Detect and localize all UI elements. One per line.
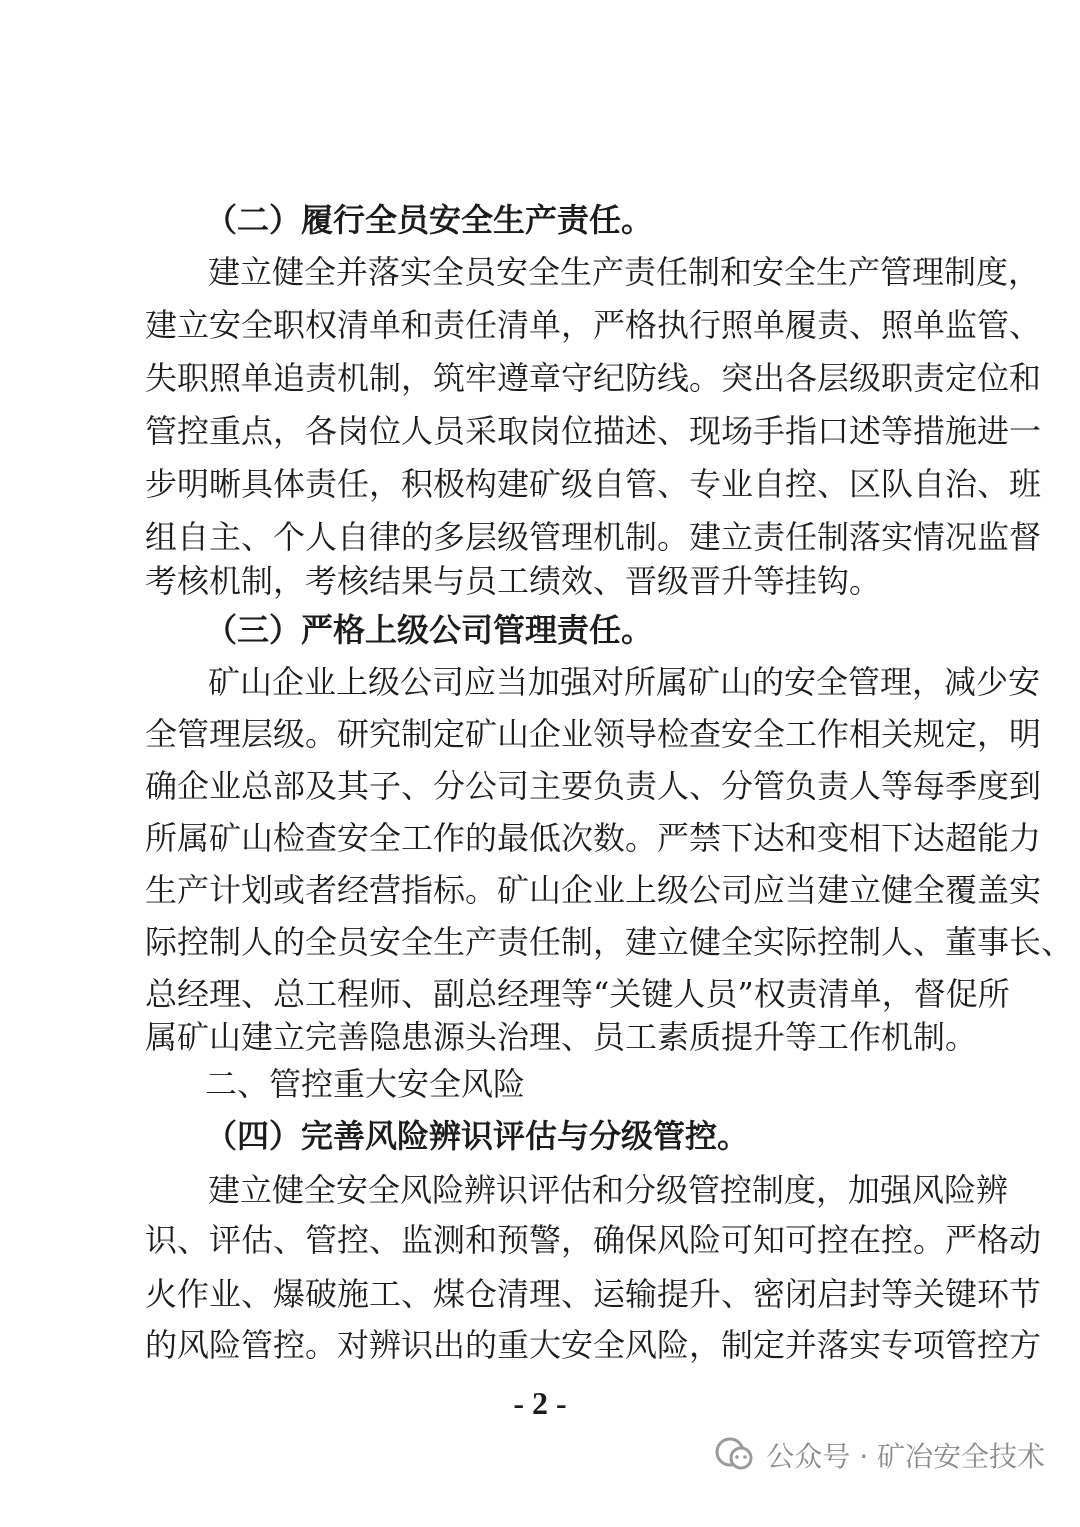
- section-heading-2: （二）履行全员安全生产责任。: [205, 201, 654, 239]
- paragraph-line: 步明晰具体责任，积极构建矿级自管、专业自控、区队自治、班: [145, 465, 1042, 503]
- paragraph-line: 建立健全并落实全员安全生产责任制和安全生产管理制度，: [208, 253, 1041, 291]
- paragraph-line: 建立健全安全风险辨识评估和分级管控制度，加强风险辨: [208, 1171, 1009, 1209]
- paragraph-line: 际控制人的全员安全生产责任制，建立健全实际控制人、董事长、: [145, 923, 1074, 961]
- paragraph-line: 确企业总部及其子、分公司主要负责人、分管负责人等每季度到: [145, 767, 1042, 805]
- paragraph-line: 所属矿山检查安全工作的最低次数。严禁下达和变相下达超能力: [145, 819, 1042, 857]
- paragraph-line: 生产计划或者经营指标。矿山企业上级公司应当建立健全覆盖实: [145, 871, 1042, 909]
- paragraph-line: 失职照单追责机制，筑牢遵章守纪防线。突出各层级职责定位和: [145, 359, 1042, 397]
- paragraph-line: 识、评估、管控、监测和预警，确保风险可知可控在控。严格动: [145, 1221, 1042, 1259]
- paragraph-line: 的风险管控。对辨识出的重大安全风险，制定并落实专项管控方: [145, 1326, 1042, 1364]
- section-heading-4: （四）完善风险辨识评估与分级管控。: [205, 1117, 750, 1155]
- paragraph-line: 矿山企业上级公司应当加强对所属矿山的安全管理，减少安: [208, 663, 1041, 701]
- paragraph-line: 建立安全职权清单和责任清单，严格执行照单履责、照单监管、: [145, 306, 1042, 344]
- watermark: [714, 1430, 1045, 1480]
- paragraph-line: 组自主、个人自律的多层级管理机制。建立责任制落实情况监督: [145, 518, 1042, 556]
- paragraph-line: 总经理、总工程师、副总经理等“关键人员”权责清单，督促所: [145, 975, 1010, 1013]
- page-number: - 2 -: [513, 1385, 567, 1421]
- part-heading-2: 二、管控重大安全风险: [205, 1065, 526, 1103]
- paragraph-line: 考核机制，考核结果与员工绩效、晋级晋升等挂钩。: [145, 562, 882, 600]
- paragraph-line: 管控重点，各岗位人员采取岗位描述、现场手指口述等措施进一: [145, 412, 1042, 450]
- paragraph-line: 火作业、爆破施工、煤仓清理、运输提升、密闭启封等关键环节: [145, 1275, 1042, 1313]
- watermark-text: 公众号 · 矿冶安全技术: [766, 1440, 1045, 1473]
- section-heading-3: （三）严格上级公司管理责任。: [205, 611, 654, 649]
- paragraph-line: 属矿山建立完善隐患源头治理、员工素质提升等工作机制。: [145, 1018, 978, 1056]
- wechat-official-account-icon: [714, 1437, 756, 1473]
- paragraph-line: 全管理层级。研究制定矿山企业领导检查安全工作相关规定，明: [145, 715, 1042, 753]
